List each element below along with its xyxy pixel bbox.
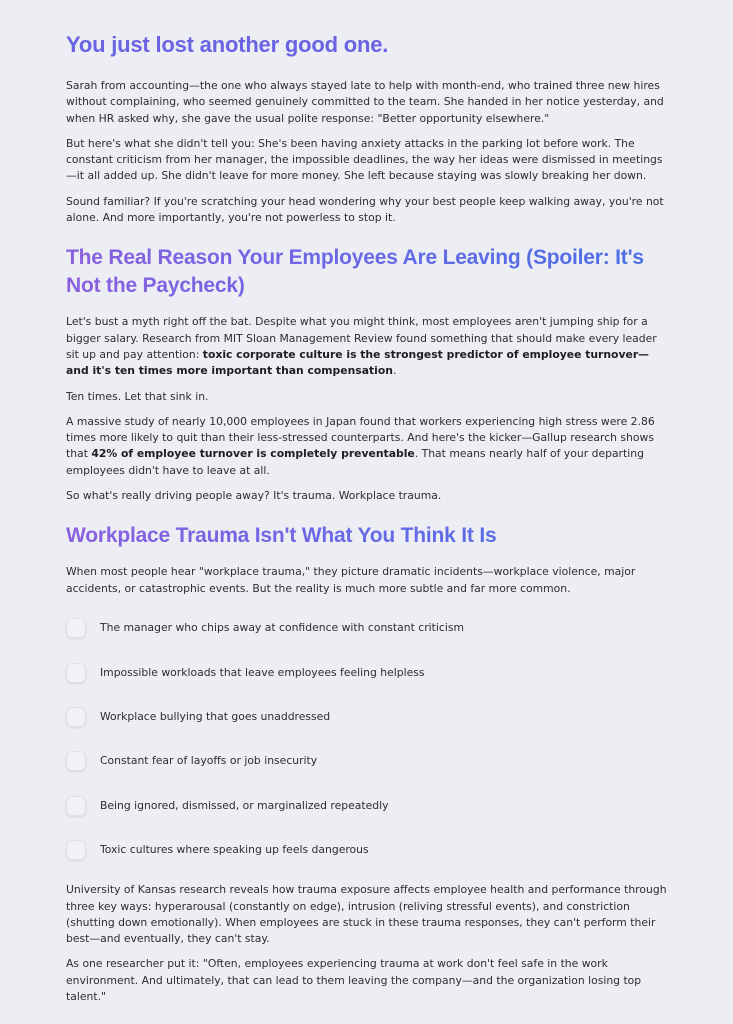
- checklist-item-label: Constant fear of layoffs or job insecurity: [100, 754, 318, 768]
- section1-p1-end: .: [392, 364, 397, 378]
- section1-p1-text: Let's bust a myth right off the bat. Despite what you might think, most employees aren't jumping ship for a bigger salary. Research from MIT Sloan Management Review found something that should make every leader sit up and pay attention:: [66, 315, 657, 361]
- intro-paragraph-1: Sarah from accounting—the one who always stayed late to help with month-end, who trained three new hires without complaining, who seemed genuinely committed to the team. She handed in her notice yesterday, and when HR asked why, she gave the usual polite response: "Better opportunity elsewhere.": [66, 79, 664, 125]
- checklist-item-label: Toxic cultures where speaking up feels dangerous: [100, 843, 369, 857]
- section2-paragraph-1: When most people hear "workplace trauma," they picture dramatic incidents—workplace violence, major accidents, or catastrophic events. But the reality is much more subtle and far more common.: [66, 565, 636, 595]
- checklist-item-label: Workplace bullying that goes unaddressed: [100, 709, 331, 723]
- checkbox-icon[interactable]: [66, 840, 86, 860]
- checkbox-icon[interactable]: [66, 663, 86, 683]
- checklist-item: [66, 650, 667, 694]
- section1-paragraph-1: [66, 314, 667, 379]
- checklist-item-label: Impossible workloads that leave employees feeling helpless: [100, 665, 425, 679]
- checklist-item: [66, 695, 667, 739]
- checklist-item: [66, 606, 667, 650]
- section1-paragraph-2: Ten times. Let that sink in.: [66, 389, 209, 403]
- section1-p3-text: A massive study of nearly 10,000 employees in Japan found that workers experiencing high stress were 2.86 times more likely to quit than their less-stressed counterparts. And here's the kicker—Gallup research shows that: [66, 414, 655, 461]
- trauma-checklist: [66, 606, 667, 872]
- checklist-item: [66, 739, 667, 783]
- section2-paragraph-2: University of Kansas research reveals how trauma exposure affects employee health and performance through three key ways: hyperarousal (constantly on edge), intrusion (reliving stressful events), and constriction (shutting down emotionally). When employees are stuck in these trauma responses, they can't perform their best—and eventually, they can't stay.: [66, 883, 667, 946]
- checklist-item-label: The manager who chips away at confidence with constant criticism: [100, 621, 464, 635]
- checklist-item: [66, 784, 667, 828]
- checklist-item: [66, 828, 667, 872]
- section-heading-workplace-trauma: Workplace Trauma Isn't What You Think It Is: [66, 522, 667, 550]
- page-title: You just lost another good one.: [66, 32, 389, 57]
- section1-paragraph-3: [66, 414, 667, 479]
- intro-paragraph-2: But here's what she didn't tell you: She's been having anxiety attacks in the parking lot before work. The constant criticism from her manager, the impossible deadlines, the way her ideas were dismissed in meetings—it all added up. She didn't leave for more money. She left because staying was slowly breaking her down.: [66, 136, 663, 183]
- section-heading-real-reason: The Real Reason Your Employees Are Leaving (Spoiler: It's Not the Paycheck): [66, 244, 667, 300]
- section1-paragraph-4: So what's really driving people away? It's trauma. Workplace trauma.: [66, 489, 442, 503]
- intro-paragraph-3: Sound familiar? If you're scratching your head wondering why your best people keep walking away, you're not alone. And more importantly, you're not powerless to stop it.: [66, 194, 664, 225]
- checkbox-icon[interactable]: [66, 707, 86, 727]
- checkbox-icon[interactable]: [66, 796, 86, 816]
- section1-p3-bold: 42% of employee turnover is completely preventable: [91, 447, 415, 461]
- checkbox-icon[interactable]: [66, 751, 86, 771]
- section2-paragraph-3: As one researcher put it: "Often, employees experiencing trauma at work don't feel safe in the work environment. And ultimately, that can lead to them leaving the company—and the organization losing top talent.": [66, 957, 642, 1004]
- section1-p3-end: . That means nearly half of your departing employees didn't have to leave at all.: [66, 447, 644, 477]
- checklist-item-label: Being ignored, dismissed, or marginalized repeatedly: [100, 798, 389, 812]
- checkbox-icon[interactable]: [66, 618, 86, 638]
- section1-p1-bold: toxic corporate culture is the strongest predictor of employee turnover—and it's ten times more important than compensation: [66, 347, 649, 378]
